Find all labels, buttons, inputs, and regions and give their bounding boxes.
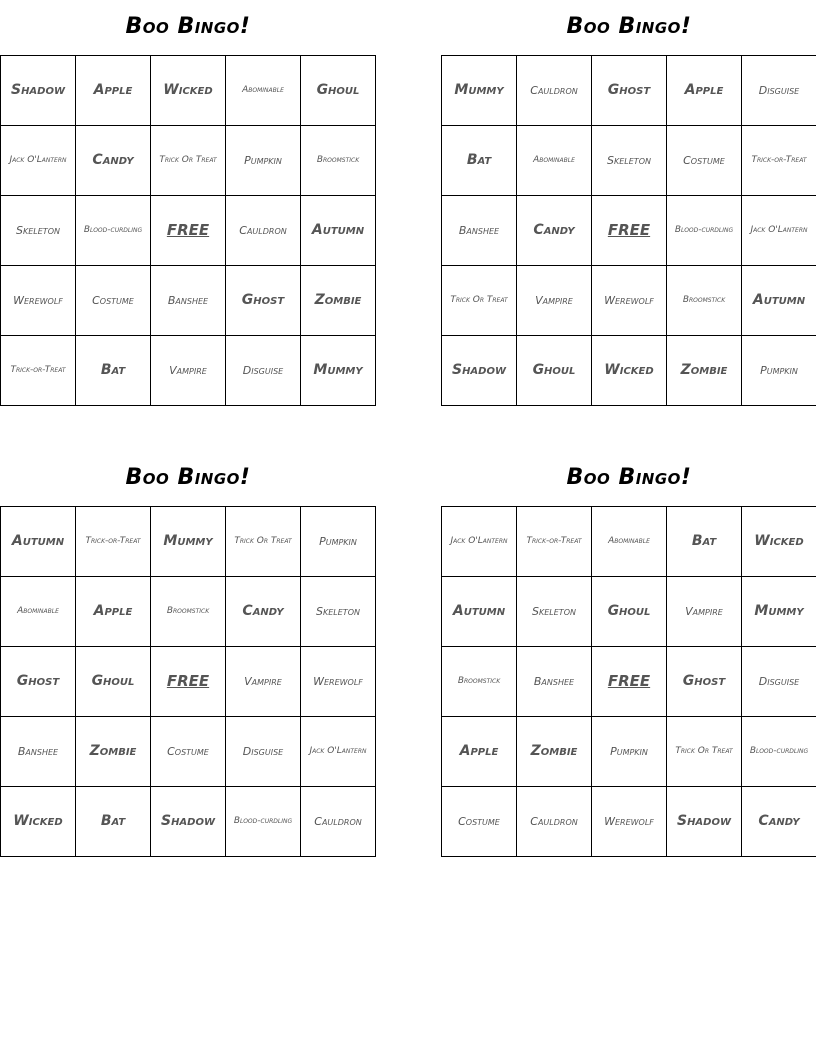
bingo-card-3 <box>0 463 376 857</box>
bingo-cell: Jack O'Lantern <box>301 717 376 787</box>
bingo-cell: Apple <box>667 56 742 126</box>
bingo-cell: Mummy <box>742 577 816 647</box>
bingo-cell: Werewolf <box>301 647 376 717</box>
bingo-cell: Candy <box>517 196 592 266</box>
bingo-cell: Zombie <box>667 336 742 406</box>
bingo-cell: Vampire <box>151 336 226 406</box>
bingo-cell: Werewolf <box>592 787 667 857</box>
bingo-cell: Cauldron <box>226 196 301 266</box>
bingo-cell: Cauldron <box>301 787 376 857</box>
bingo-cell: Pumpkin <box>742 336 816 406</box>
bingo-cell: Broomstick <box>667 266 742 336</box>
bingo-cell: Costume <box>76 266 151 336</box>
bingo-cell: Shadow <box>442 336 517 406</box>
bingo-cell: Ghost <box>592 56 667 126</box>
bingo-cell: Skeleton <box>592 126 667 196</box>
bingo-cell: Cauldron <box>517 56 592 126</box>
bingo-cell: Costume <box>151 717 226 787</box>
card-title: Boo Bingo! <box>566 14 692 39</box>
bingo-cell: Ghoul <box>517 336 592 406</box>
bingo-cell: Zombie <box>517 717 592 787</box>
bingo-card-4 <box>441 463 816 857</box>
bingo-cell: Wicked <box>1 787 76 857</box>
bingo-cell: Trick-or-Treat <box>76 507 151 577</box>
bingo-cell: Trick Or Treat <box>442 266 517 336</box>
bingo-cell: Ghost <box>667 647 742 717</box>
bingo-cell: Apple <box>76 56 151 126</box>
bingo-cell: Broomstick <box>301 126 376 196</box>
bingo-cell: Costume <box>667 126 742 196</box>
free-space: FREE <box>151 647 226 717</box>
bingo-cell: Vampire <box>667 577 742 647</box>
card-title: Boo Bingo! <box>566 465 692 490</box>
bingo-cell: Skeleton <box>1 196 76 266</box>
bingo-cell: Broomstick <box>151 577 226 647</box>
bingo-cell: Shadow <box>667 787 742 857</box>
bingo-cell: Trick-or-Treat <box>742 126 816 196</box>
bingo-cell: Blood-curdling <box>742 717 816 787</box>
bingo-cell: Trick Or Treat <box>151 126 226 196</box>
bingo-cell: Vampire <box>517 266 592 336</box>
free-space: FREE <box>151 196 226 266</box>
bingo-cell: Abominable <box>517 126 592 196</box>
bingo-cell: Blood-curdling <box>667 196 742 266</box>
bingo-cell: Bat <box>667 507 742 577</box>
bingo-cell: Bat <box>442 126 517 196</box>
bingo-grid <box>0 55 376 406</box>
bingo-cell: Ghoul <box>301 56 376 126</box>
bingo-cell: Candy <box>742 787 816 857</box>
bingo-cell: Zombie <box>301 266 376 336</box>
bingo-cell: Vampire <box>226 647 301 717</box>
bingo-cell: Ghoul <box>592 577 667 647</box>
bingo-cell: Wicked <box>592 336 667 406</box>
bingo-cell: Mummy <box>442 56 517 126</box>
bingo-cell: Jack O'Lantern <box>1 126 76 196</box>
bingo-cell: Pumpkin <box>592 717 667 787</box>
bingo-cell: Trick-or-Treat <box>517 507 592 577</box>
bingo-cell: Jack O'Lantern <box>742 196 816 266</box>
bingo-cell: Skeleton <box>517 577 592 647</box>
bingo-cell: Abominable <box>1 577 76 647</box>
bingo-cell: Banshee <box>1 717 76 787</box>
bingo-card-1 <box>0 12 376 406</box>
bingo-cell: Cauldron <box>517 787 592 857</box>
bingo-cell: Abominable <box>226 56 301 126</box>
bingo-cell: Skeleton <box>301 577 376 647</box>
bingo-cell: Bat <box>76 336 151 406</box>
bingo-cell: Trick Or Treat <box>667 717 742 787</box>
bingo-cell: Trick Or Treat <box>226 507 301 577</box>
bingo-cell: Trick-or-Treat <box>1 336 76 406</box>
bingo-cell: Apple <box>442 717 517 787</box>
bingo-cell: Ghost <box>226 266 301 336</box>
bingo-cell: Mummy <box>151 507 226 577</box>
bingo-cell: Ghoul <box>76 647 151 717</box>
bingo-cell: Disguise <box>742 56 816 126</box>
bingo-cell: Disguise <box>226 717 301 787</box>
bingo-cell: Bat <box>76 787 151 857</box>
bingo-grid <box>441 506 816 857</box>
card-title: Boo Bingo! <box>125 465 251 490</box>
bingo-cell: Jack O'Lantern <box>442 507 517 577</box>
bingo-cell: Abominable <box>592 507 667 577</box>
bingo-cell: Blood-curdling <box>76 196 151 266</box>
bingo-cell: Mummy <box>301 336 376 406</box>
bingo-grid <box>0 506 376 857</box>
bingo-cell: Apple <box>76 577 151 647</box>
free-space: FREE <box>592 196 667 266</box>
free-space: FREE <box>592 647 667 717</box>
bingo-cell: Autumn <box>742 266 816 336</box>
bingo-cell: Costume <box>442 787 517 857</box>
bingo-cell: Ghost <box>1 647 76 717</box>
bingo-cell: Werewolf <box>592 266 667 336</box>
bingo-cell: Banshee <box>517 647 592 717</box>
card-title: Boo Bingo! <box>125 14 251 39</box>
bingo-cell: Zombie <box>76 717 151 787</box>
bingo-cell: Pumpkin <box>301 507 376 577</box>
bingo-card-2 <box>441 12 816 406</box>
bingo-cell: Werewolf <box>1 266 76 336</box>
bingo-cell: Autumn <box>1 507 76 577</box>
bingo-grid <box>441 55 816 406</box>
bingo-cell: Blood-curdling <box>226 787 301 857</box>
bingo-cell: Broomstick <box>442 647 517 717</box>
bingo-cell: Wicked <box>742 507 816 577</box>
bingo-cell: Candy <box>226 577 301 647</box>
bingo-cell: Wicked <box>151 56 226 126</box>
bingo-cell: Banshee <box>151 266 226 336</box>
bingo-cell: Shadow <box>151 787 226 857</box>
bingo-cell: Banshee <box>442 196 517 266</box>
bingo-cell: Disguise <box>226 336 301 406</box>
bingo-cell: Pumpkin <box>226 126 301 196</box>
bingo-cell: Autumn <box>442 577 517 647</box>
bingo-cell: Autumn <box>301 196 376 266</box>
bingo-cell: Shadow <box>1 56 76 126</box>
bingo-cell: Disguise <box>742 647 816 717</box>
bingo-cell: Candy <box>76 126 151 196</box>
